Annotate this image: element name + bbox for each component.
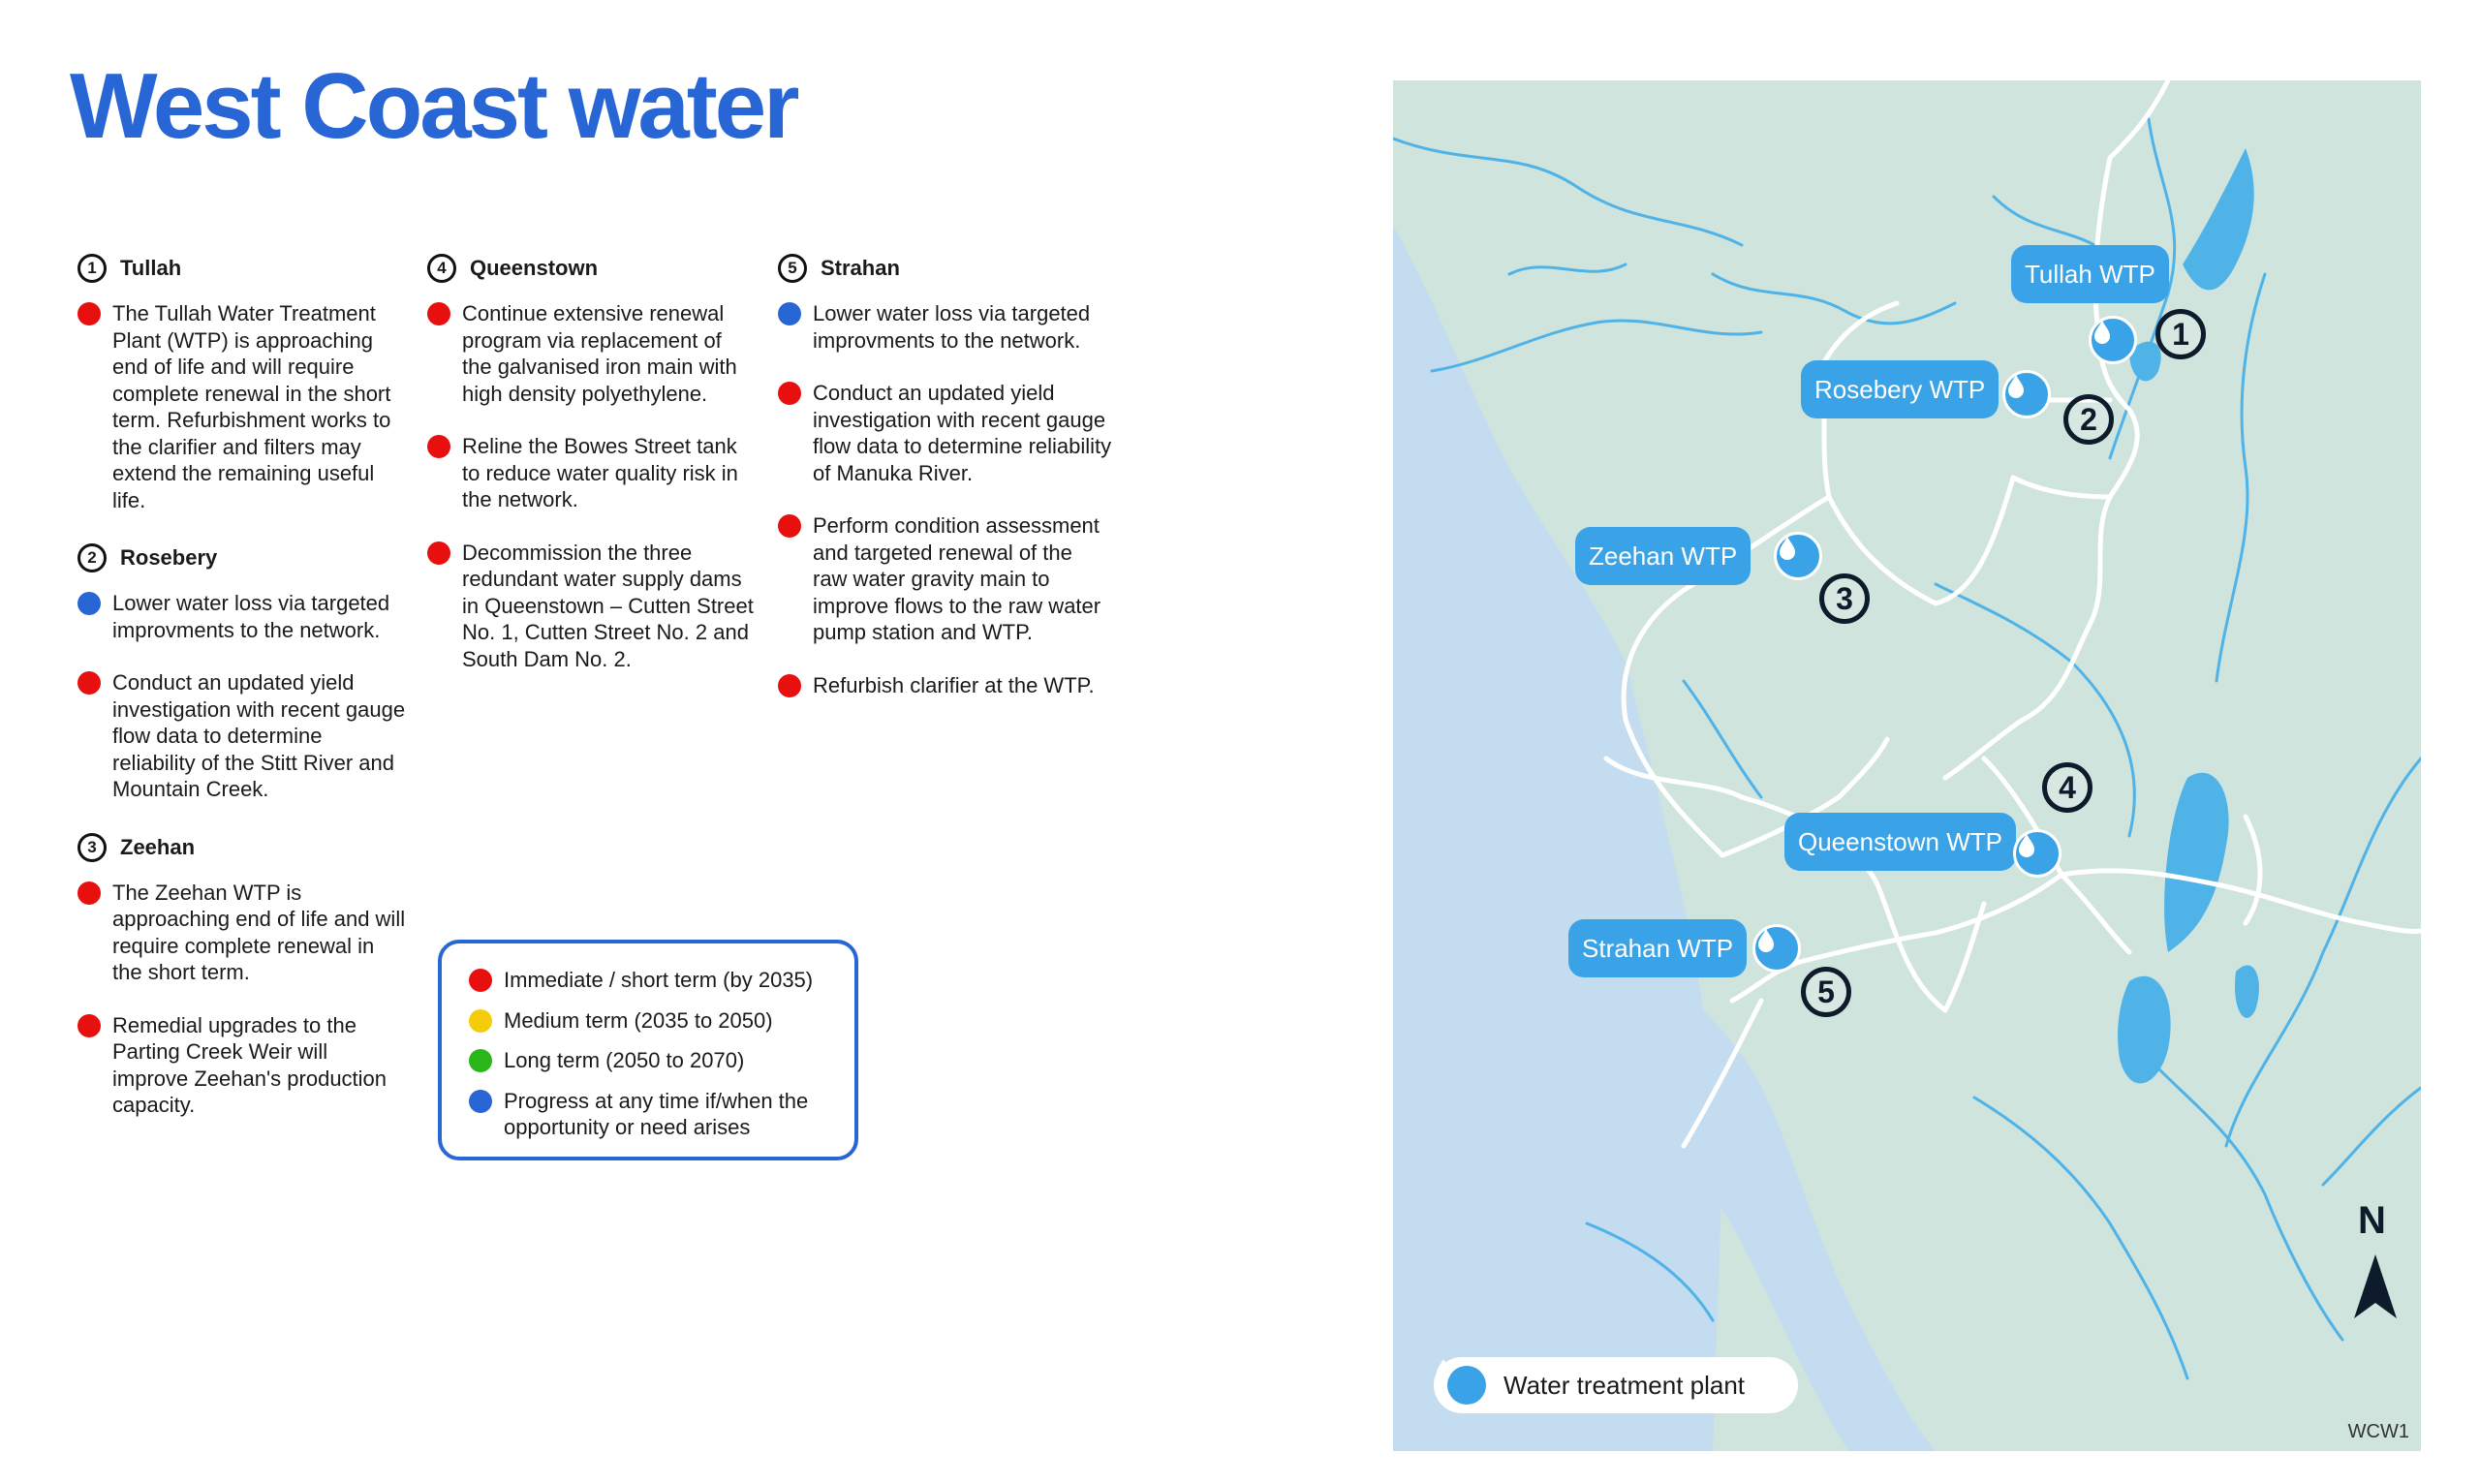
section-title: Tullah [120,256,182,280]
list-item [78,590,407,643]
legend-label: Medium term (2035 to 2050) [504,1007,773,1033]
priority-dot [778,302,801,325]
list-item [778,512,1112,646]
item-text: The Zeehan WTP is approaching end of life and will require complete renewal in the short term. [112,880,406,984]
wtp-label-tullah[interactable]: Tullah WTP [2011,245,2169,303]
legend-item [469,967,854,994]
section-strahan [778,250,1112,698]
section-title: Strahan [821,256,900,280]
site-number[interactable]: 5 [1801,967,1851,1017]
site-number[interactable]: 2 [2063,394,2114,445]
section-number: 1 [78,254,107,283]
section-title: Zeehan [120,834,196,859]
item-text: Perform condition assessment and targeted renewal of the raw water gravity main to improve flows to the raw water pump station and WTP. [813,513,1101,644]
page-title: West Coast water [70,54,797,158]
north-label: N [2358,1199,2386,1242]
priority-dot [469,1009,492,1033]
list-item [78,1012,407,1119]
priority-dot [778,382,801,405]
priority-legend [438,940,858,1160]
column-2 [427,250,757,698]
item-text: Remedial upgrades to the Parting Creek Weir will improve Zeehan's production capacity. [112,1012,388,1117]
legend-label: Long term (2050 to 2070) [504,1048,745,1072]
site-number[interactable]: 3 [1819,573,1870,624]
item-text: Conduct an updated yield investigation with recent gauge flow data to determine reliability of Manuka River. [813,381,1112,485]
priority-dot [469,1090,492,1113]
item-text: Reline the Bowes Street tank to reduce water quality risk in the network. [462,434,738,511]
section-number: 3 [78,833,107,862]
priority-dot [778,674,801,697]
map-code: WCW1 [2347,1421,2409,1442]
water-drop-icon[interactable] [2002,370,2051,418]
list-item [78,300,407,513]
section-number: 5 [778,254,807,283]
legend-label: Immediate / short term (by 2035) [504,968,814,992]
site-number[interactable]: 1 [2155,309,2206,359]
legend-item [469,1007,854,1035]
priority-dot [78,1014,101,1037]
list-item [427,433,757,513]
column-1 [78,250,407,1145]
priority-dot [469,1049,492,1072]
section-rosebery [78,540,407,803]
priority-dot [427,435,450,458]
item-text: The Tullah Water Treatment Plant (WTP) is approaching end of life and will require complete renewal in the short term. Refurbishment works to the clarifier and filters may extend the remaining useful life. [112,301,391,512]
item-text: Lower water loss via targeted improvments to the network. [112,591,390,642]
priority-dot [427,302,450,325]
list-item [78,669,407,803]
item-text: Refurbish clarifier at the WTP. [813,672,1095,697]
list-item [778,300,1112,354]
wtp-label-zeehan[interactable]: Zeehan WTP [1575,527,1751,585]
water-drop-icon[interactable] [2013,829,2062,878]
water-drop-icon[interactable] [1774,532,1822,580]
legend-item [469,1047,854,1074]
map-legend [1434,1357,1798,1413]
priority-dot [469,969,492,992]
wtp-label-queenstown[interactable]: Queenstown WTP [1784,813,2016,871]
section-title: Rosebery [120,545,218,570]
section-number: 4 [427,254,456,283]
priority-dot [78,881,101,905]
item-text: Conduct an updated yield investigation with recent gauge flow data to determine reliability of the Stitt River and Mountain Creek. [112,670,406,801]
legend-label: Progress at any time if/when the opportunity or need arises [504,1088,809,1139]
legend-item [469,1088,854,1141]
wtp-label-strahan[interactable]: Strahan WTP [1568,919,1747,977]
item-text: Decommission the three redundant water supply dams in Queenstown – Cutten Street No. 1, Cutten Street No. 2 and South Dam No. 2. [462,540,754,671]
north-arrow-icon [2352,1252,2399,1320]
section-number: 2 [78,543,107,572]
site-number[interactable]: 4 [2042,762,2092,813]
section-queenstown [427,250,757,672]
list-item [427,540,757,673]
section-title: Queenstown [470,256,599,280]
map-legend-label: Water treatment plant [1504,1370,1746,1400]
water-drop-icon[interactable] [1752,924,1801,973]
item-text: Continue extensive renewal program via replacement of the galvanised iron main with high density polyethylene. [462,301,737,406]
section-zeehan [78,829,407,1119]
item-text: Lower water loss via targeted improvments to the network. [813,301,1091,353]
priority-dot [78,592,101,615]
water-drop-icon [1447,1366,1486,1405]
list-item [778,672,1112,699]
column-3 [778,250,1112,725]
water-drop-icon[interactable] [2089,316,2137,364]
list-item [427,300,757,407]
list-item [78,880,407,986]
priority-dot [427,541,450,565]
map-base [1393,80,2421,1451]
priority-dot [78,302,101,325]
priority-dot [78,671,101,695]
region-map[interactable] [1393,80,2421,1451]
list-item [778,380,1112,486]
wtp-label-rosebery[interactable]: Rosebery WTP [1801,360,1999,418]
section-tullah [78,250,407,513]
priority-dot [778,514,801,538]
